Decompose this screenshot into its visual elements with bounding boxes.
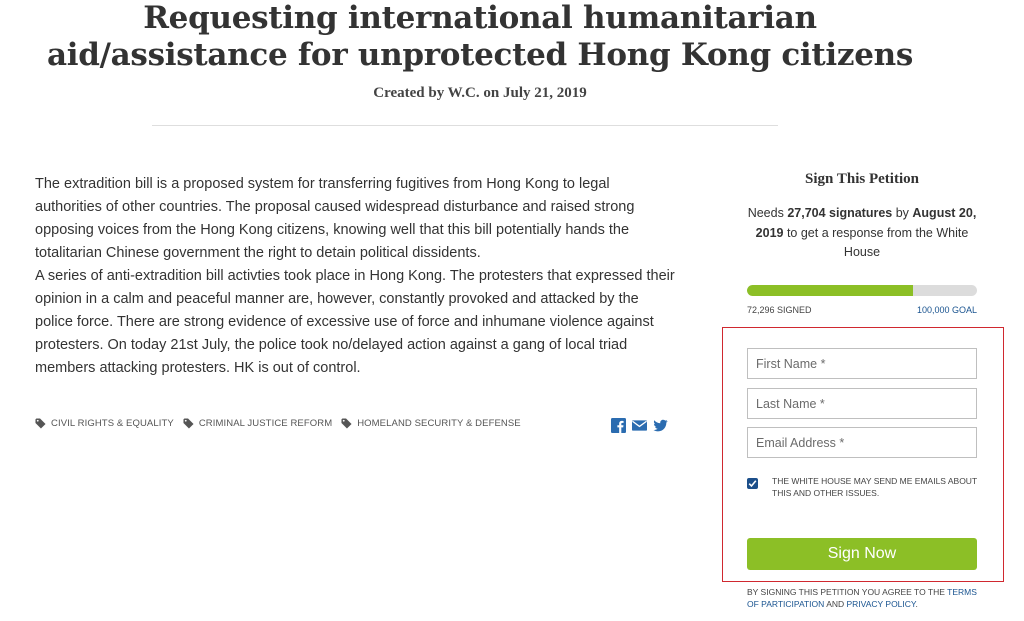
tag-label: HOMELAND SECURITY & DEFENSE xyxy=(357,418,521,429)
sign-now-button[interactable]: Sign Now xyxy=(747,538,977,570)
signature-requirement: Needs 27,704 signatures by August 20, 2019 to get a response from the White House xyxy=(747,206,977,259)
petition-title: Requesting international humanitarian aid/assistance for unprotected Hong Kong citizens xyxy=(46,0,914,73)
progress-fill xyxy=(747,285,913,296)
tag-civil-rights[interactable] xyxy=(35,418,174,429)
twitter-icon[interactable] xyxy=(653,418,668,433)
signatures-needed: 27,704 signatures xyxy=(787,206,893,220)
petition-paragraph: A series of anti-extradition bill activties took place in Hong Kong. The protesters that expressed their opinion in a calm and peaceful manner are, however, constantly provoked and attacked by the police force. There are strong evidence of excessive use of force and inhumane violence against protesters. On today 21st July, the police took no/delayed action against a gang of local triad members attacking protesters. HK is out of control. xyxy=(35,268,675,376)
signature-progress-bar xyxy=(747,285,977,296)
sign-petition-heading: Sign This Petition xyxy=(805,171,919,187)
issue-tags xyxy=(35,418,530,429)
terms-notice: BY SIGNING THIS PETITION YOU AGREE TO THE TERMS OF PARTICIPATION AND PRIVACY POLICY. xyxy=(747,587,977,609)
checkmark-icon xyxy=(748,479,757,488)
petition-body xyxy=(35,173,675,380)
petition-byline: Created by W.C. on July 21, 2019 xyxy=(373,85,587,101)
email-field[interactable] xyxy=(747,427,977,458)
deadline-date: August 20, 2019 xyxy=(755,206,977,240)
signed-count: 72,296 SIGNED xyxy=(747,305,812,315)
share-icons xyxy=(611,418,674,433)
terms-link[interactable]: TERMS OF PARTICIPATION xyxy=(747,587,977,609)
signature-goal: 100,000 GOAL xyxy=(916,305,977,315)
last-name-field[interactable] xyxy=(747,388,977,419)
privacy-policy-link[interactable]: PRIVACY POLICY xyxy=(846,599,916,609)
petition-paragraph: The extradition bill is a proposed system for transferring fugitives from Hong Kong to legal authorities of other countries. The proposal caused widespread disturbance and raised strong opposing voices from the Hong Kong citizens, knowing well that this bill potentially hands the totalitarian Chinese government the right to detain political dissidents. xyxy=(35,176,635,261)
divider xyxy=(152,125,778,126)
email-icon[interactable] xyxy=(632,418,647,433)
facebook-icon[interactable] xyxy=(611,418,626,433)
email-opt-in-checkbox[interactable] xyxy=(747,478,758,489)
email-opt-in-label: THE WHITE HOUSE MAY SEND ME EMAILS ABOUT THIS AND OTHER ISSUES. xyxy=(772,476,977,498)
tag-label: CRIMINAL JUSTICE REFORM xyxy=(198,418,333,429)
tag-criminal-justice[interactable] xyxy=(183,418,332,429)
tag-icon xyxy=(341,418,352,429)
first-name-field[interactable] xyxy=(747,348,977,379)
tag-icon xyxy=(183,418,194,429)
tag-icon xyxy=(35,418,46,429)
tag-label: CIVIL RIGHTS & EQUALITY xyxy=(51,418,174,429)
tag-homeland-security[interactable] xyxy=(341,418,521,429)
